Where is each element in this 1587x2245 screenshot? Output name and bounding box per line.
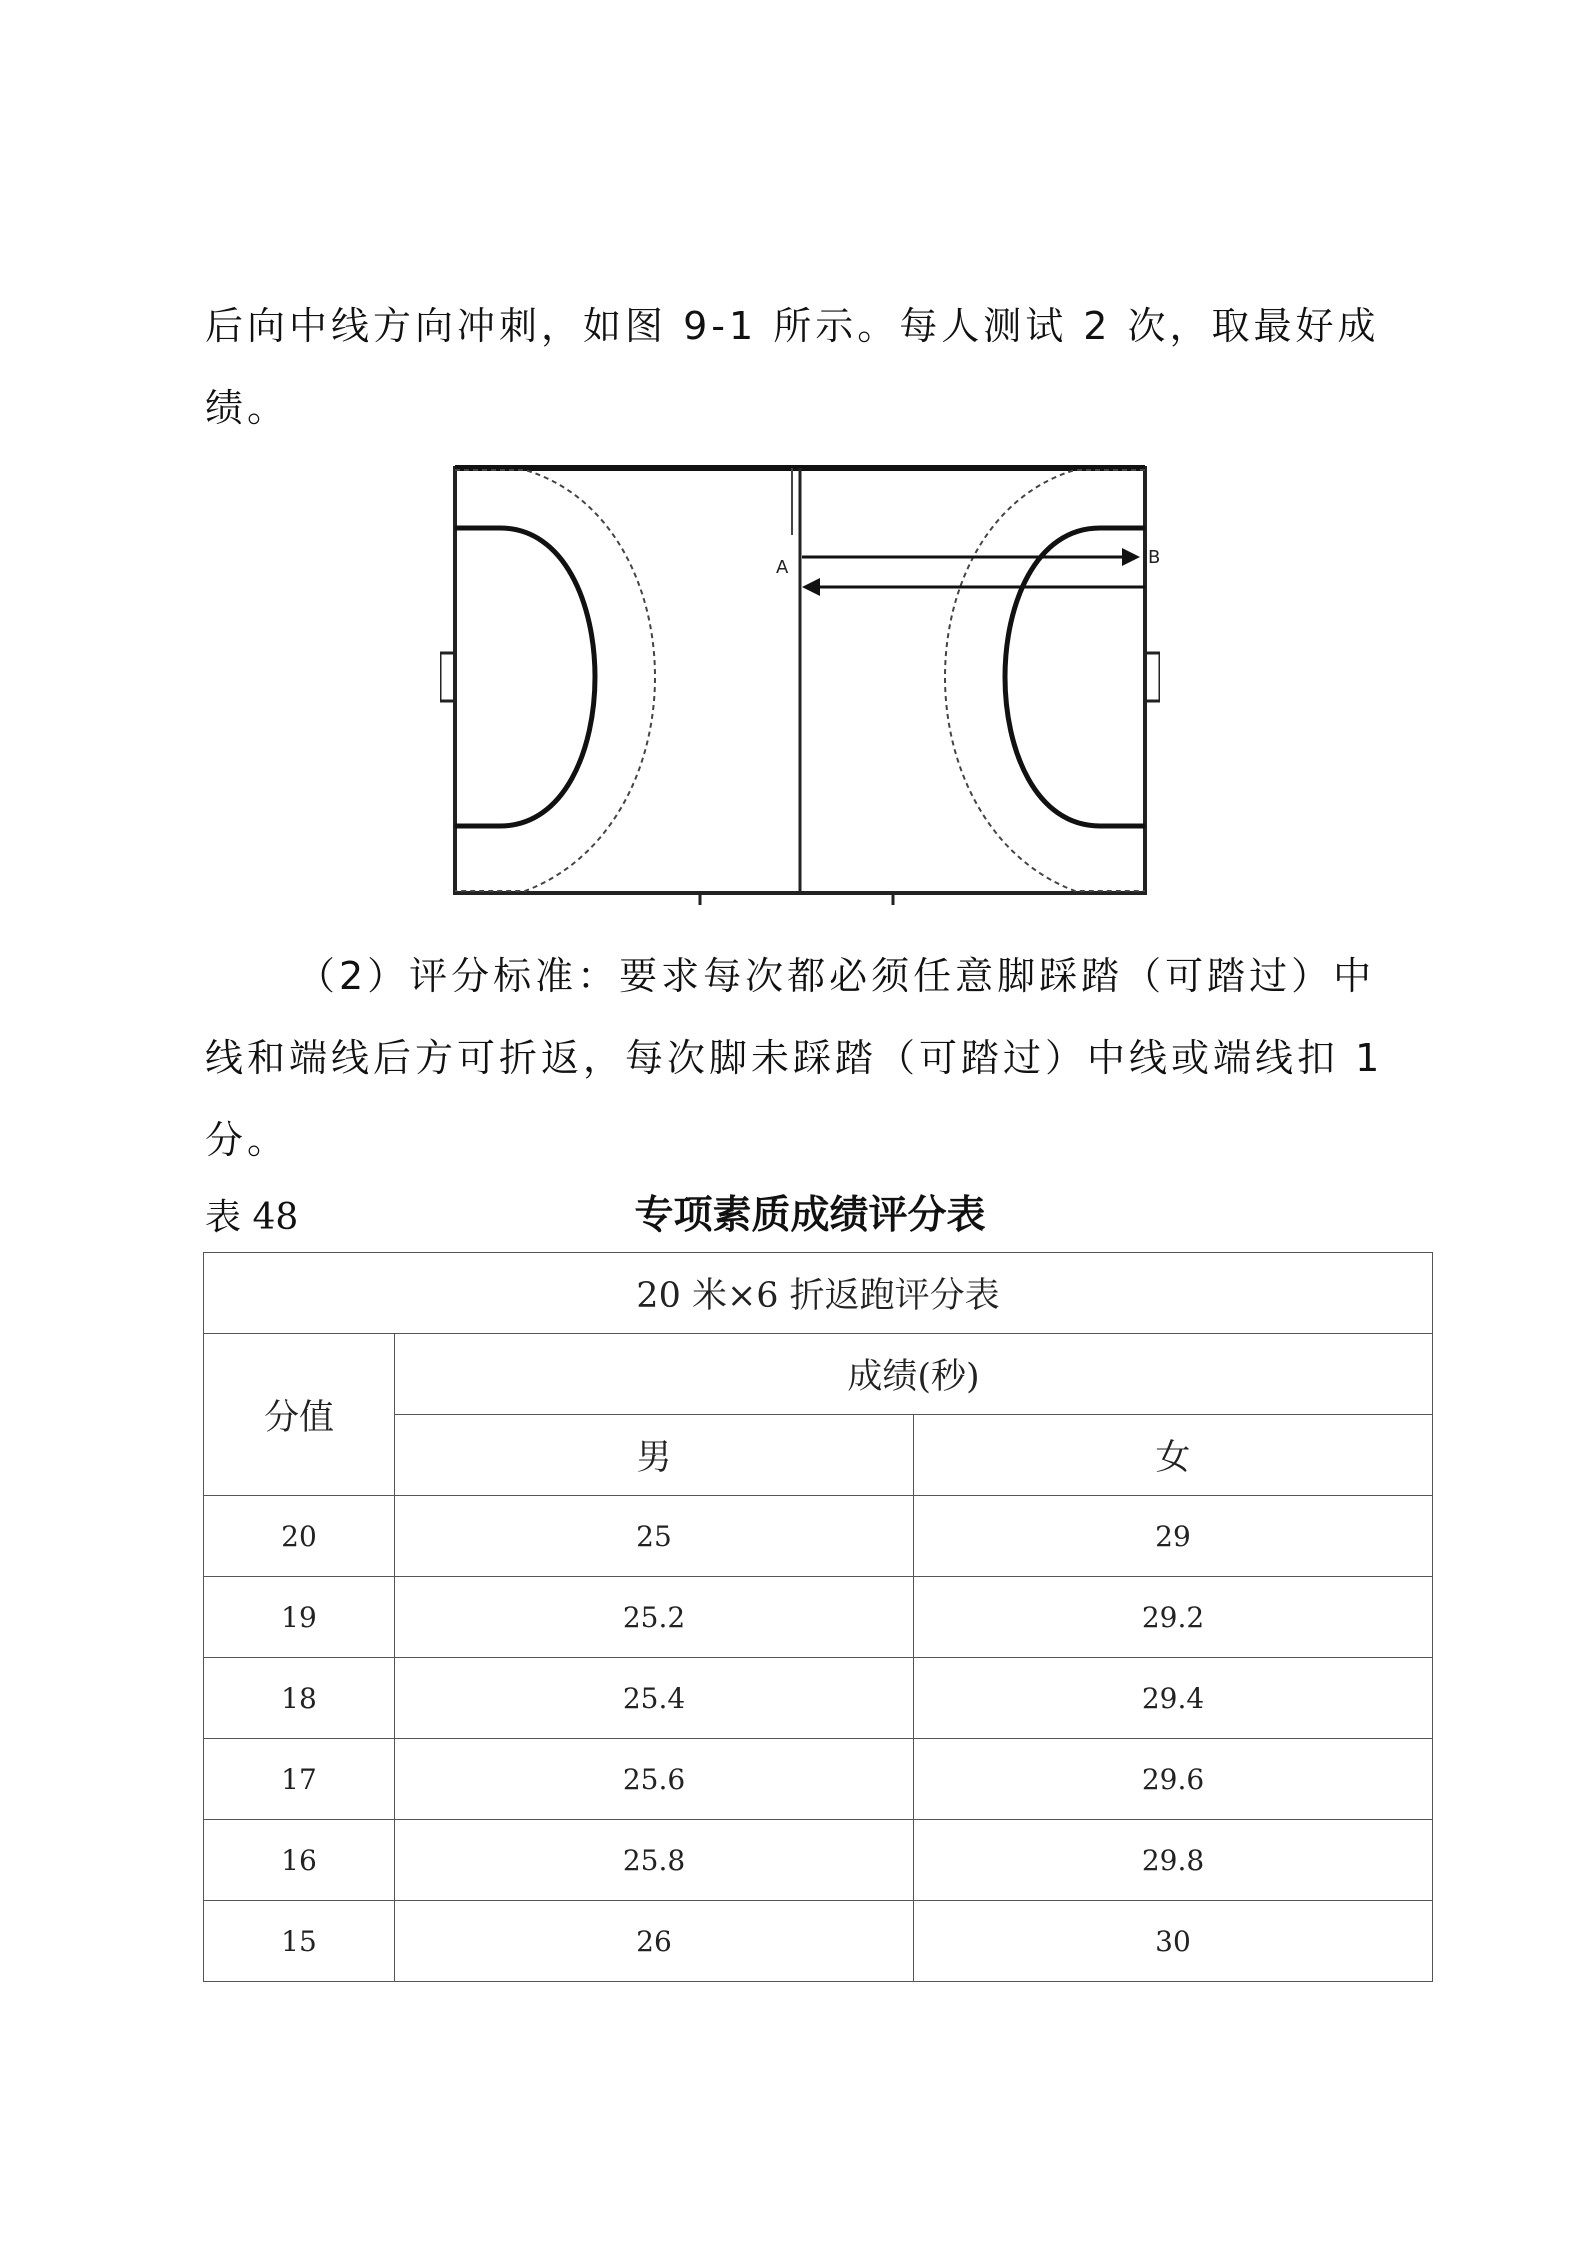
female-cell: 30 <box>914 1901 1433 1982</box>
score-cell: 19 <box>204 1577 395 1658</box>
table-row <box>204 1577 1433 1658</box>
table-row <box>204 1901 1433 1982</box>
male-header: 男 <box>395 1415 914 1496</box>
score-header: 分值 <box>204 1334 395 1496</box>
right-goal-area <box>1005 528 1145 826</box>
female-cell: 29.2 <box>914 1577 1433 1658</box>
table-caption: 20 米×6 折返跑评分表 <box>204 1253 1433 1334</box>
female-cell: 29.6 <box>914 1739 1433 1820</box>
score-cell: 20 <box>204 1496 395 1577</box>
score-cell: 18 <box>204 1658 395 1739</box>
female-cell: 29 <box>914 1496 1433 1577</box>
male-cell: 26 <box>395 1901 914 1982</box>
score-cell: 16 <box>204 1820 395 1901</box>
male-cell: 25.6 <box>395 1739 914 1820</box>
table-row <box>204 1820 1433 1901</box>
score-table <box>203 1252 1433 1982</box>
male-cell: 25 <box>395 1496 914 1577</box>
male-cell: 25.2 <box>395 1577 914 1658</box>
left-goal <box>440 653 455 701</box>
arrow-head-right <box>1122 548 1140 566</box>
table-title: 专项素质成绩评分表 <box>634 1193 986 1238</box>
left-goal-area <box>455 528 595 826</box>
result-header: 成绩(秒) <box>395 1334 1433 1415</box>
scoring-paragraph: （2）评分标准：要求每次都必须任意脚踩踏（可踏过）中线和端线后方可折返，每次脚未踩踏（可踏过）中线或端线扣 1 分。 <box>205 954 1384 1162</box>
female-header: 女 <box>914 1415 1433 1496</box>
arrow-head-left <box>802 578 820 596</box>
female-cell: 29.4 <box>914 1658 1433 1739</box>
male-cell: 25.4 <box>395 1658 914 1739</box>
label-a: A <box>776 557 789 578</box>
right-goal <box>1145 653 1160 701</box>
table-number: 表 48 <box>205 1197 299 1238</box>
court-diagram <box>440 455 1160 905</box>
table-row <box>204 1658 1433 1739</box>
table-row <box>204 1496 1433 1577</box>
female-cell: 29.8 <box>914 1820 1433 1901</box>
male-cell: 25.8 <box>395 1820 914 1901</box>
score-cell: 15 <box>204 1901 395 1982</box>
label-b: B <box>1148 547 1160 568</box>
intro-paragraph: 后向中线方向冲刺，如图 9-1 所示。每人测试 2 次，取最好成绩。 <box>205 304 1380 430</box>
score-cell: 17 <box>204 1739 395 1820</box>
table-row <box>204 1739 1433 1820</box>
